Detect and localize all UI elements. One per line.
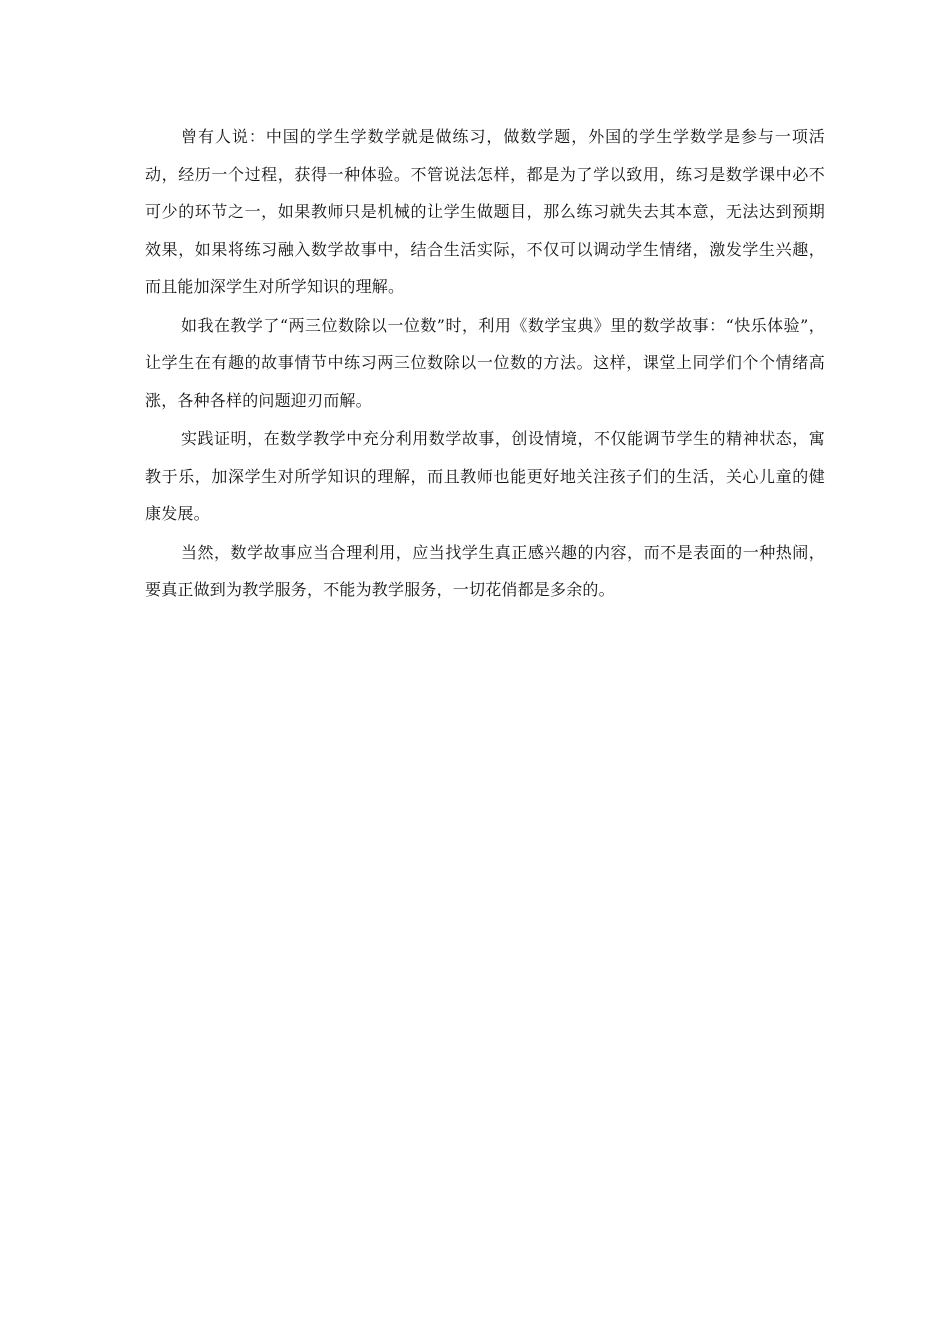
- document-body: [145, 118, 825, 609]
- paragraph-1: 曾有人说：中国的学生学数学就是做练习，做数学题，外国的学生学数学是参与一项活动，经历一个过程，获得一种体验。不管说法怎样，都是为了学以致用，练习是数学课中必不可少的环节之一，如果教师只是机械的让学生做题目，那么练习就失去其本意，无法达到预期效果，如果将练习融入数学故事中，结合生活实际，不仅可以调动学生情绪，激发学生兴趣，而且能加深学生对所学知识的理解。: [145, 127, 825, 296]
- paragraph-3: 实践证明，在数学教学中充分利用数学故事，创设情境，不仅能调节学生的精神状态，寓教于乐，加深学生对所学知识的理解，而且教师也能更好地关注孩子们的生活，关心儿童的健康发展。: [145, 429, 825, 523]
- paragraph-2: 如我在教学了“两三位数除以一位数”时，利用《数学宝典》里的数学故事：“快乐体验”，让学生在有趣的故事情节中练习两三位数除以一位数的方法。这样，课堂上同学们个个情绪高涨，各种各样的问题迎刃而解。: [145, 315, 825, 410]
- paragraph-4: 当然，数学故事应当合理利用，应当找学生真正感兴趣的内容，而不是表面的一种热闹，要真正做到为教学服务，不能为教学服务，一切花俏都是多余的。: [145, 542, 825, 599]
